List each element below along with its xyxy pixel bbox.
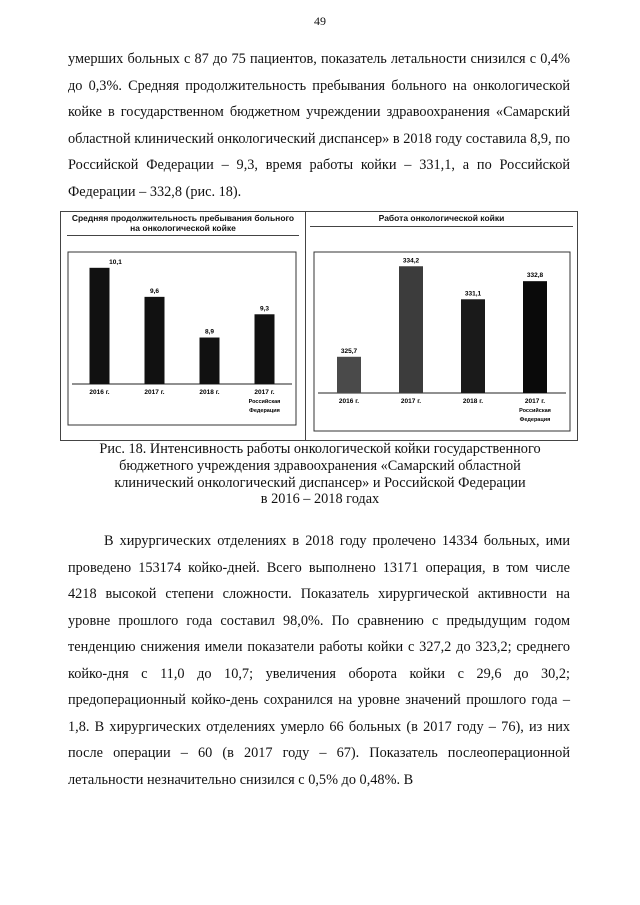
chart-bed-work — [306, 212, 577, 440]
page-number: 49 — [314, 14, 326, 28]
caption-line: Рис. 18. Интенсивность работы онкологической койки государственного — [99, 441, 541, 457]
data-label-2: 334,2 — [402, 257, 420, 265]
tick-label-2: 2017 г. — [400, 398, 422, 405]
paragraph-surgery: В хирургических отделениях в 2018 году пролечено 14334 больных, ими проведено 153174 койко-дней. Всего выполнено 13171 операция, в том числе 4218 высокой степени сложности. Показатель хирургической активности на уровне прошлого года составил 98,0%. По сравнению с предыдущим годом тенденцию снижения имели показатели работы койки с 327,2 до 323,2; среднего койко-дня с 11,0 до 10,7; увеличения оборота койки с 29,6 до 30,2; предоперационный койко-день сохранился на уровне значений прошлого года – 1,8. В хирургических отделениях умерло 66 больных (в 2017 году – 76), из них после операции – 60 (в 2017 году – 67). Показатель послеоперационной летальности незначительно снизился с 0,5% до 0,48%. В — [68, 533, 570, 788]
chart-panel-length-of-stay — [61, 212, 306, 440]
bar-3 — [200, 338, 220, 384]
tick-label-4: Российская — [519, 408, 551, 414]
caption-line: в 2016 – 2018 годах — [260, 491, 380, 508]
data-label-3: 331,1 — [464, 290, 482, 298]
bar-1 — [90, 268, 110, 384]
tick-label-4: 2017 г. — [524, 398, 546, 405]
tick-label-1: 2016 г. — [89, 389, 110, 396]
bar-4 — [255, 314, 275, 384]
tick-label-4: Российская — [248, 399, 281, 405]
data-label-2: 9,6 — [149, 287, 160, 295]
tick-label-2: 2017 г. — [144, 389, 165, 396]
tick-label-4: Федерация — [519, 417, 551, 423]
figure-18 — [60, 211, 578, 441]
chart-title-length-of-stay: Средняя продолжительность пребывания больного на онкологической койке — [67, 214, 299, 236]
data-label-1: 10,1 — [109, 258, 122, 266]
paragraph-intro: умерших больных с 87 до 75 пациентов, показатель летальности снизился с 0,4% до 0,3%. Средняя продолжительность пребывания больного на онкологической койке в государственном бюджетном учреждении здравоохранения «Самарский областной клинический онкологический диспансер» в 2018 году составила 8,9, по Российской Федерации – 9,3, время работы койки – 331,1, а по Российской Федерации – 332,8 (рис. 18). — [68, 51, 570, 200]
data-label-3: 8,9 — [204, 328, 215, 336]
bar-3 — [461, 299, 485, 393]
bar-2 — [399, 266, 423, 393]
tick-label-3: 2018 г. — [462, 398, 484, 405]
figure-caption — [60, 441, 580, 508]
tick-label-1: 2016 г. — [338, 398, 360, 405]
chart-title-bed-work: Работа онкологической койки — [310, 214, 573, 227]
bar-4 — [523, 281, 547, 393]
data-label-4: 332,8 — [526, 272, 544, 280]
chart-length-of-stay — [61, 212, 305, 440]
data-label-1: 325,7 — [340, 347, 358, 355]
bar-2 — [145, 297, 165, 384]
tick-label-4: 2017 г. — [254, 389, 275, 396]
tick-label-4: Федерация — [249, 408, 280, 414]
chart-panel-bed-work — [306, 212, 577, 440]
data-label-4: 9,3 — [259, 305, 270, 313]
tick-label-3: 2018 г. — [199, 389, 220, 396]
bar-1 — [337, 357, 361, 393]
caption-line: бюджетного учреждения здравоохранения «Самарский областной — [119, 457, 521, 474]
caption-line: клинический онкологический диспансер» и Российской Федерации — [114, 474, 526, 491]
